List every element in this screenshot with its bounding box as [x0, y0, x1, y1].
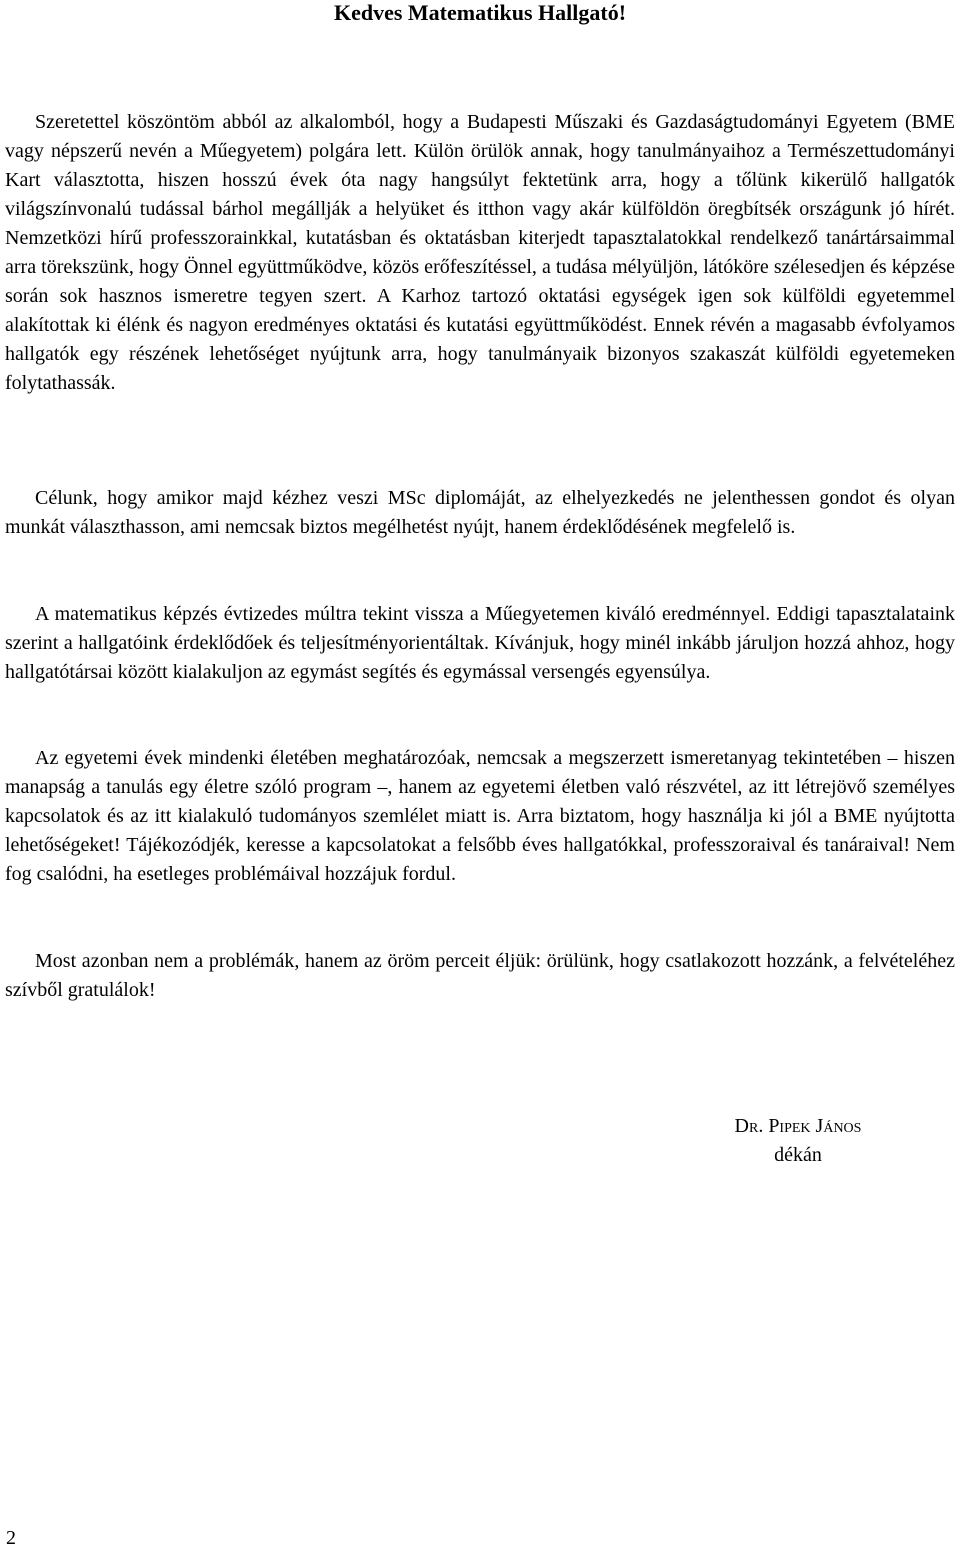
page-title: Kedves Matematikus Hallgató! [333, 0, 627, 25]
page-number: 2 [6, 1527, 16, 1549]
paragraph-congratulations: Most azonban nem a problémák, hanem az öröm perceit éljük: örülünk, hogy csatlakozott hozzánk, a felvételéhez szívből gratulálok! [5, 950, 955, 1001]
paragraph-goal: Célunk, hogy amikor majd kézhez veszi MSc diplomáját, az elhelyezkedés ne jelenthessen gondot és olyan munkát választhasson, ami nemcsak biztos megélhetést nyújt, hanem érdeklődésének megfelelő is. [5, 487, 955, 538]
paragraph-welcome: Szeretettel köszöntöm abból az alkalomból, hogy a Budapesti Műszaki és Gazdaságtudományi Egyetem (BME vagy népszerű nevén a Műegyetem) polgára lett. Külön örülök annak, hogy tanulmányaihoz a Természettudományi Kart választotta, hiszen hosszú évek óta nagy hangsúlyt fektetünk arra, hogy a tőlünk kikerülő hallgatók világszínvonalú tudással bárhol megállják a helyüket és itthon vagy akár külföldön öregbítsék országunk jó hírét. Nemzetközi hírű professzorainkkal, kutatásban és oktatásban kiterjedt tapasztalatokkal rendelkező tanártársaimmal arra törekszünk, hogy Önnel együttműködve, közös erőfeszítéssel, a tudása mélyüljön, látóköre szélesedjen és képzése során sok hasznos ismeretre tegyen szert. A Karhoz tartozó oktatási egységek igen sok külföldi egyetemmel alakítottak ki élénk és nagyon eredményes oktatási és kutatási együttműködést. Ennek révén a magasabb évfolyamos hallgatók egy részének lehetőséget nyújtunk arra, hogy tanulmányaik bizonyos szakaszát külföldi egyetemeken folytathassák. [5, 111, 955, 394]
signature-role: dékán [774, 1144, 822, 1166]
signature-name: Dr. Pipek János [734, 1115, 862, 1137]
paragraph-university-years: Az egyetemi évek mindenki életében meghatározóak, nemcsak a megszerzett ismeretanyag tekintetében – hiszen manapság a tanulás egy életre szóló program –, hanem az egyetemi életben való részvétel, az itt létrejövő személyes kapcsolatok és az itt kialakuló tudományos szemlélet miatt is. Arra biztatom, hogy használja ki jól a BME nyújtotta lehetőségeket! Tájékozódjék, keresse a kapcsolatokat a felsőbb éves hallgatókkal, professzoraival és tanáraival! Nem fog csalódni, ha esetleges problémáival hozzájuk fordul. [5, 747, 955, 885]
paragraph-mathematics-program: A matematikus képzés évtizedes múltra tekint vissza a Műegyetemen kiváló eredménnyel. Eddigi tapasztalataink szerint a hallgatóink érdeklődőek és teljesítményorientáltak. Kívánjuk, hogy minél inkább járuljon hozzá ahhoz, hogy hallgatótársai között kialakuljon az egymást segítés és egymással versengés egyensúlya. [5, 603, 955, 683]
signature-block [695, 1112, 901, 1170]
